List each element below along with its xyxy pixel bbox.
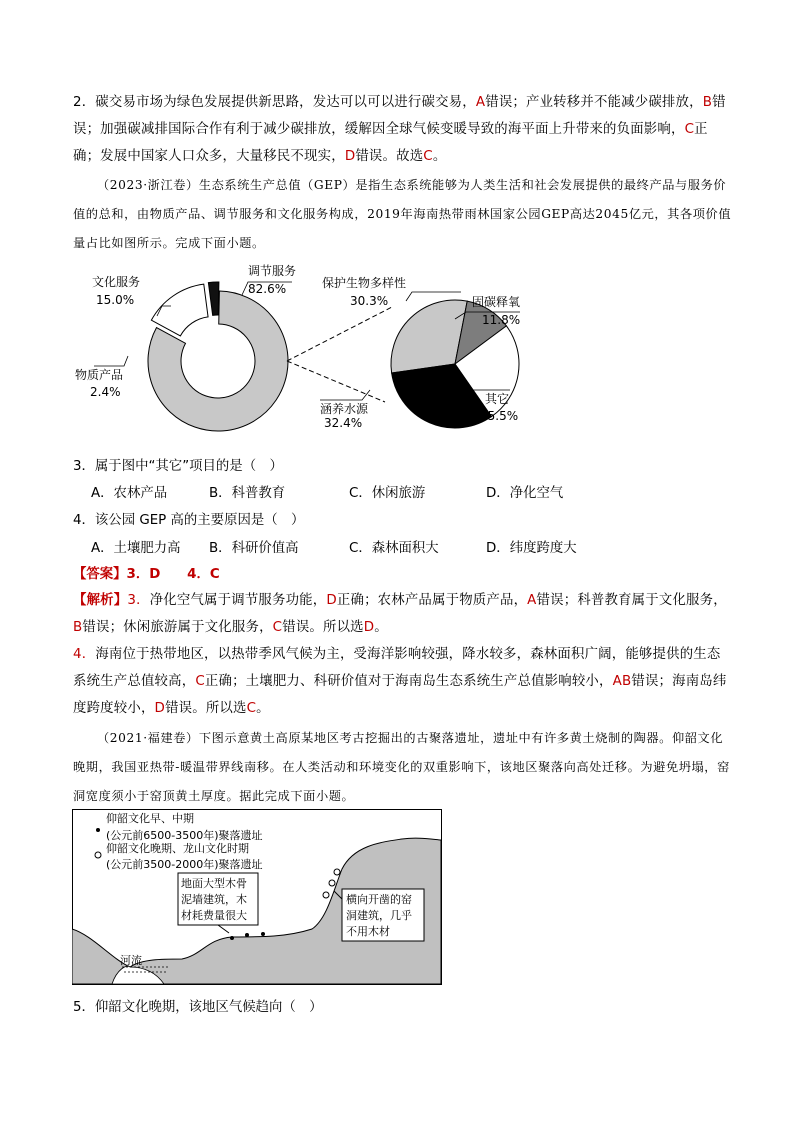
leader-line-material	[94, 356, 128, 366]
intro-loess: （2021·福建卷）下图示意黄土高原某地区考古挖掘出的古聚落遗址，遗址中有许多黄土烧制的陶器。仰韶文化晚期，我国亚热带-暖温带界线南移。在人类活动和环境变化的双重影响下，该地区聚落向高处迁移。为避免坍塌，窑洞宽度须小于窑顶黄土厚度。据此完成下面小题。	[73, 731, 730, 803]
label-other-value: 25.5%	[480, 409, 519, 423]
late-settlement-circle	[334, 869, 340, 875]
pie-slice-3	[208, 282, 219, 315]
q4-option-d[interactable]: D．纬度跨度大	[486, 541, 577, 556]
q3-option-a[interactable]: A．农林产品	[91, 486, 168, 501]
late-settlement-circle	[323, 892, 329, 898]
label-carbon-value: 11.8%	[482, 313, 521, 327]
label-biodiversity-name: 保护生物多样性	[322, 276, 407, 290]
label-other-name: 其它	[485, 392, 510, 406]
analysis-tag: 【解析】	[73, 593, 128, 608]
legend-early-dot	[96, 828, 100, 832]
legend-late-period: (公元前3500-2000年)聚落遗址	[106, 858, 263, 871]
early-settlement-dot	[245, 933, 249, 937]
analysis-q3: 【解析】3．净化空气属于调节服务功能，D正确；农林产品属于物质产品，A错误；科普教育属于文化服务，B错误；休闲旅游属于文化服务，C错误。所以选D。	[73, 593, 727, 635]
label-culture-name: 文化服务	[92, 275, 141, 289]
callout-cave-line2: 洞建筑，几乎	[346, 909, 412, 922]
label-material-name: 物质产品	[75, 368, 124, 382]
intro-gep: （2023·浙江卷）生态系统生产总值（GEP）是指生态系统能够为人类生活和社会发展提供的最终产品与服务价值的总和，由物质产品、调节服务和文化服务构成，2019年海南热带雨林国家公园GEP高达2045亿元，其各项价值量占比如图所示。完成下面小题。	[73, 178, 732, 250]
legend-late-circle	[95, 852, 101, 858]
label-regulation-name: 调节服务	[248, 264, 297, 278]
q3-option-b[interactable]: B．科普教育	[209, 486, 286, 501]
answer-line: 【答案】3．D 4．C	[73, 567, 220, 582]
label-water-name: 涵养水源	[320, 402, 369, 416]
label-regulation-value: 82.6%	[248, 282, 287, 296]
q4-option-a[interactable]: A．土壤肥力高	[91, 541, 181, 556]
q3-stem: 3．属于图中“其它”项目的是（ ）	[73, 459, 283, 474]
legend-early-period: (公元前6500-3500年)聚落遗址	[106, 829, 263, 842]
label-culture-value: 15.0%	[96, 293, 135, 307]
callout-timber-line2: 泥墙建筑，木	[181, 893, 247, 906]
early-settlement-dot	[261, 932, 265, 936]
legend-late-title: 仰韶文化晚期、龙山文化时期	[106, 842, 249, 855]
q2-answer: C	[423, 149, 433, 164]
q3-option-d[interactable]: D．净化空气	[486, 486, 564, 501]
early-settlement-dot	[230, 936, 234, 940]
label-material-value: 2.4%	[90, 385, 121, 399]
river-label: 河流	[120, 954, 142, 967]
callout-cave-line1: 横向开凿的窑	[346, 893, 412, 906]
legend-early-title: 仰韶文化早、中期	[106, 812, 194, 825]
callout-timber-line1: 地面大型木骨	[181, 877, 247, 890]
gep-pie-charts	[70, 262, 530, 432]
connector-line-top	[287, 307, 392, 361]
q2-d-label: D	[344, 149, 356, 164]
label-carbon-name: 固碳释氧	[472, 295, 521, 309]
analysis-q4: 4．海南位于热带地区，以热带季风气候为主，受海洋影响较强，降水较多，森林面积广阔，能够提供的生态系统生产总值较高，C正确；土壤肥力、科研价值对于海南岛生态系统生产总值影响较小，AB错误；海南岛纬度跨度较小，D错误。所以选C。	[73, 647, 727, 716]
label-biodiversity-value: 30.3%	[350, 294, 389, 308]
donut-chart	[148, 282, 288, 431]
leader-line-water	[320, 390, 370, 400]
q4-option-c[interactable]: C．森林面积大	[349, 541, 439, 556]
connector-line-bottom	[287, 361, 385, 402]
q5-stem: 5．仰韶文化晚期，该地区气候趋向（ ）	[73, 1000, 323, 1015]
q2-c-label: C	[684, 122, 695, 137]
q2-b-label: B	[702, 95, 713, 110]
q4-stem: 4．该公园 GEP 高的主要原因是（ ）	[73, 513, 305, 528]
loess-settlement-diagram	[72, 809, 442, 985]
q2-a-label: A	[475, 95, 486, 110]
callout-timber-line3: 材耗费量很大	[181, 909, 247, 922]
label-water-value: 32.4%	[324, 416, 363, 430]
callout-cave-line3: 不用木材	[346, 925, 390, 938]
q3-option-c[interactable]: C．休闲旅游	[349, 486, 426, 501]
late-settlement-circle	[329, 880, 335, 886]
q4-option-b[interactable]: B．科研价值高	[209, 541, 299, 556]
q2-explanation: 2．碳交易市场为绿色发展提供新思路，发达可以可以进行碳交易，A错误；产业转移并不能减少碳排放，B错误；加强碳减排国际合作有利于减少碳排放，缓解因全球气候变暖导致的海平面上升带来的负面影响，C正确；发展中国家人口众多，大量移民不现实，D错误。故选C。	[73, 95, 726, 164]
